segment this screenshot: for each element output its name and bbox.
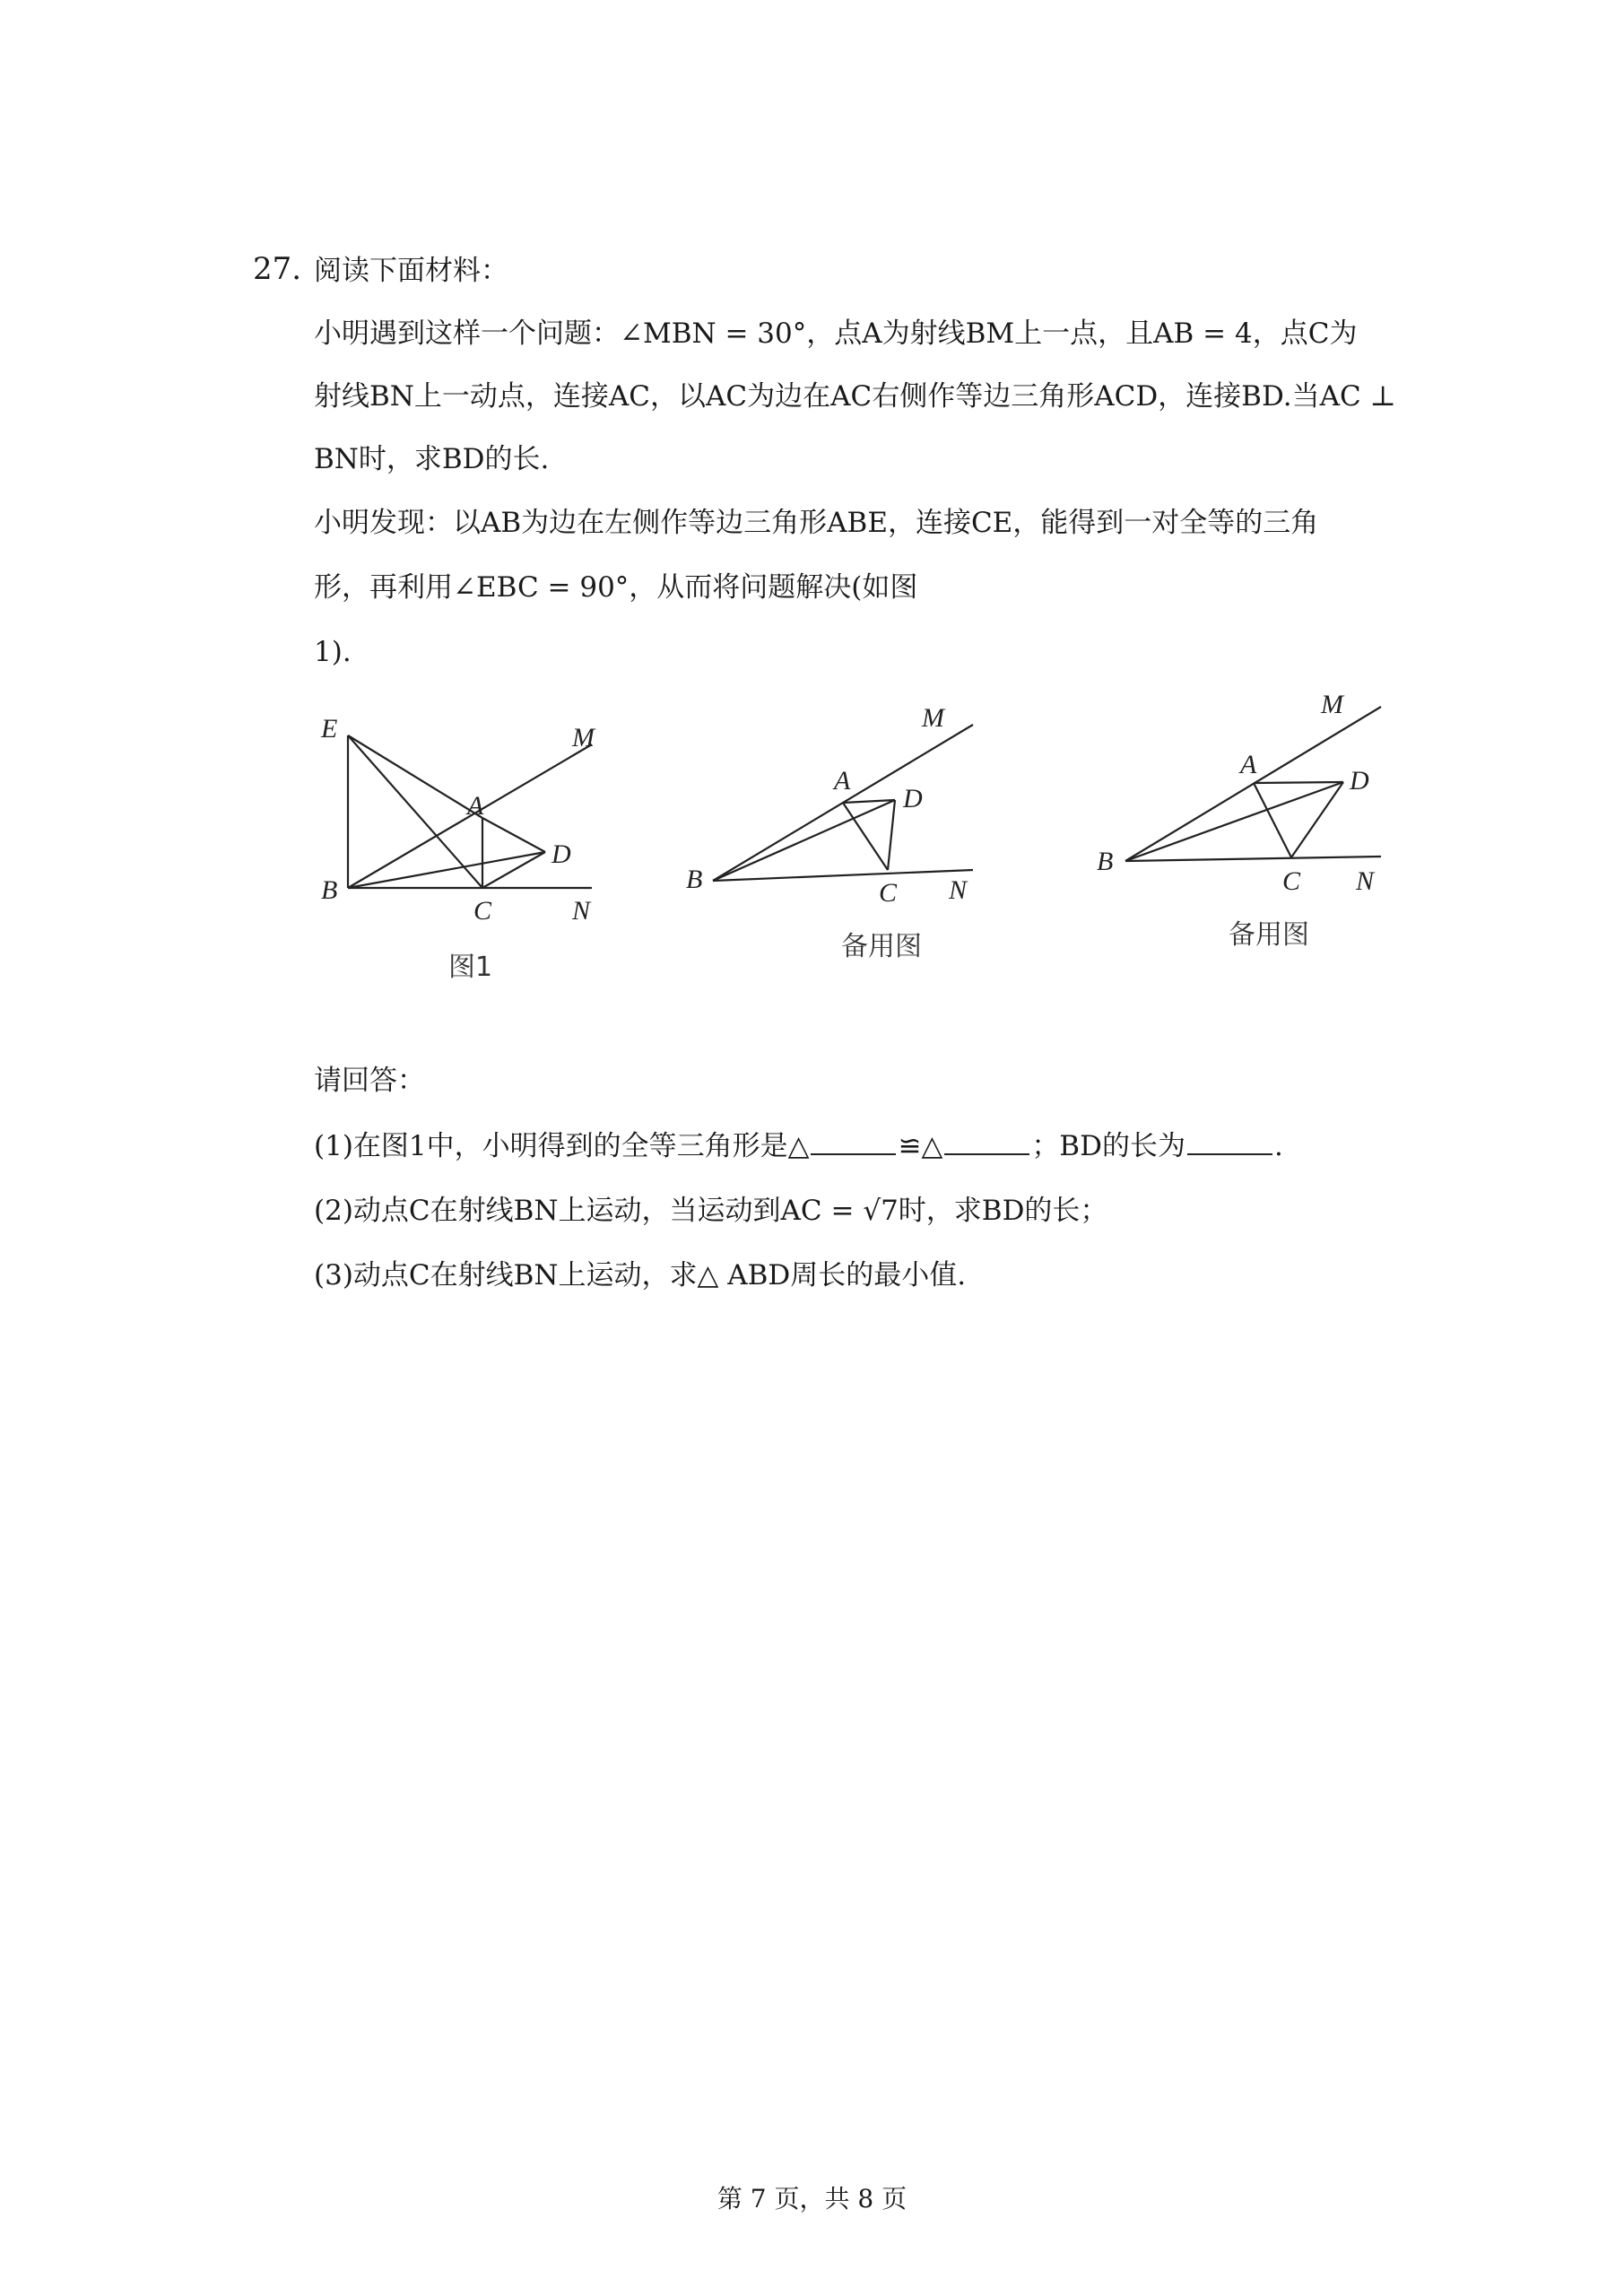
fig1-label-A: A — [467, 791, 484, 821]
fig1-label-D: D — [551, 839, 571, 869]
fig2-label-N: N — [949, 875, 968, 905]
fig3-label-M: M — [1321, 691, 1343, 719]
question-2: (2)动点C在射线BN上运动，当运动到AC = √7时，求BD的长； — [314, 1195, 1108, 1227]
material-line-4: 小明发现：以AB为边在左侧作等边三角形ABE，连接CE，能得到一对全等的三角 — [314, 507, 1319, 539]
fig1-label-B: B — [321, 875, 338, 905]
fig3-label-N: N — [1356, 866, 1375, 896]
geometry-figures — [305, 691, 1453, 996]
fig2-label-D: D — [903, 784, 923, 813]
material-line-5: 形，再利用∠EBC = 90°，从而将问题解决(如图 — [314, 571, 918, 604]
question-1-end: . — [1273, 1130, 1283, 1162]
fig2-label-M: M — [922, 703, 944, 733]
figures-row — [305, 691, 1453, 996]
fig3-label-A: A — [1240, 750, 1257, 779]
question-3: (3)动点C在射线BN上运动，求△ ABD周长的最小值. — [314, 1259, 967, 1292]
fig2-label-A: A — [834, 766, 851, 796]
material-line-3: BN时，求BD的长. — [314, 443, 550, 475]
figure-3-caption: 备用图 — [1229, 919, 1309, 951]
fig1-label-C: C — [473, 896, 492, 926]
fig3-label-D: D — [1350, 766, 1369, 796]
material-line-1: 小明遇到这样一个问题：∠MBN = 30°，点A为射线BM上一点，且AB = 4，点C为 — [314, 317, 1358, 350]
figure-2-caption: 备用图 — [841, 931, 922, 962]
material-line-2: 射线BN上一动点，连接AC，以AC为边在AC右侧作等边三角形ACD，连接BD.当AC ⊥ — [314, 380, 1396, 413]
material-line-6: 1). — [314, 636, 352, 668]
figure-2-drawing — [713, 725, 973, 881]
fig1-label-M: M — [572, 723, 595, 752]
fig3-label-B: B — [1097, 847, 1114, 876]
page-footer: 第 7 页，共 8 页 — [716, 2184, 908, 2213]
question-1-prefix: (1)在图1中，小明得到的全等三角形是△ — [314, 1130, 810, 1162]
fig2-label-C: C — [879, 878, 898, 908]
question-1 — [314, 1128, 1283, 1164]
fig3-label-C: C — [1282, 866, 1301, 896]
fig1-label-N: N — [572, 896, 591, 926]
fig2-label-B: B — [686, 865, 703, 894]
figure-1-caption: 图1 — [448, 952, 493, 983]
problem-intro: 阅读下面材料： — [314, 255, 508, 287]
problem-number: 27. — [253, 251, 302, 287]
answer-blank-1[interactable] — [811, 1130, 896, 1155]
question-1-congruent: ≌△ — [898, 1130, 943, 1162]
question-1-bd: ；BD的长为 — [1031, 1130, 1185, 1162]
answer-blank-3[interactable] — [1187, 1130, 1272, 1155]
questions-prompt: 请回答： — [314, 1065, 425, 1097]
answer-blank-2[interactable] — [944, 1130, 1029, 1155]
fig1-label-E: E — [321, 714, 338, 744]
figure-3-drawing — [1125, 707, 1381, 861]
